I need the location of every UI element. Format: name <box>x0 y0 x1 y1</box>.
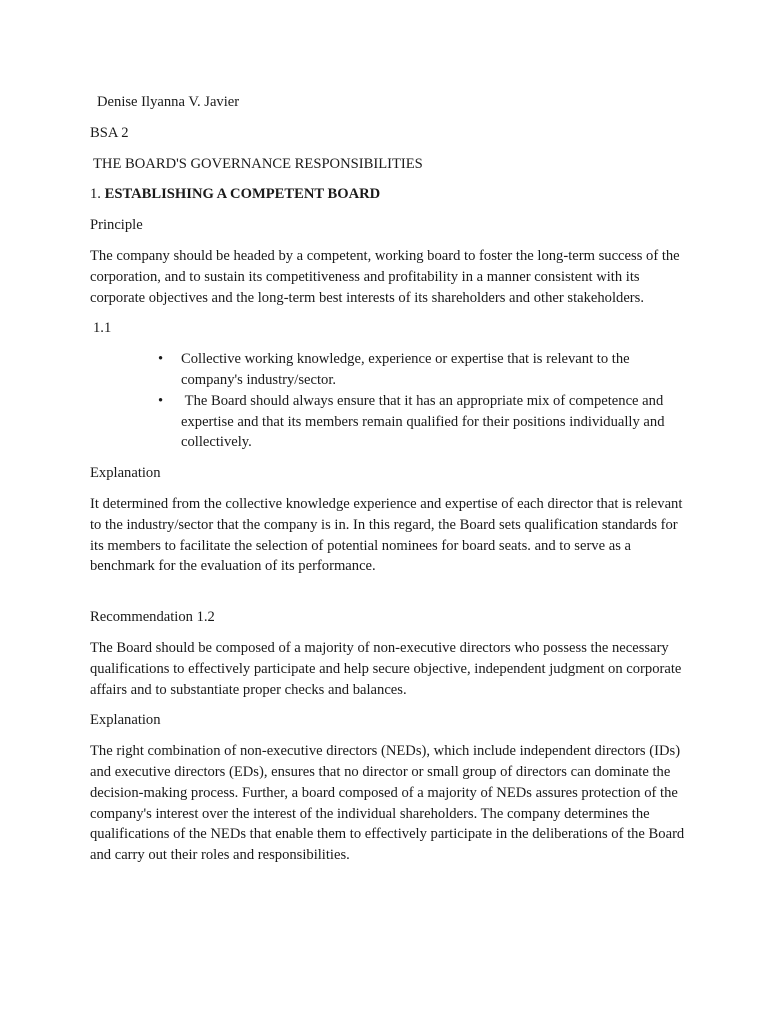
list-item <box>90 349 690 391</box>
explanation-1-text: It determined from the collective knowledge experience and expertise of each director that is relevant to the industry/sector that the company is in. In this regard, the Board sets qualification standards for its members to facilitate the selection of potential nominees for board seats. and to serve as a benchmark for the evaluation of its performance. <box>90 495 683 575</box>
recommendation-1-2-label: Recommendation 1.2 <box>90 609 215 626</box>
explanation-2-text: The right combination of non-executive directors (NEDs), which include independent directors (IDs) and executive directors (EDs), ensures that no director or small group of directors can dominate the decision-making process. Further, a board composed of a majority of NEDs assures protection of the company's interest over the interest of the individual shareholders. The company determines the qualifications of the NEDs that enable them to effectively participate in the deliberations of the Board and carry out their roles and responsibilities. <box>90 743 685 864</box>
recommendation-1-1-label: 1.1 <box>93 320 112 337</box>
section-number: 1. <box>90 186 101 203</box>
section-heading-text: ESTABLISHING A COMPETENT BOARD <box>104 186 381 203</box>
explanation-1-label: Explanation <box>90 465 161 482</box>
bullet-text: The Board should always ensure that it has an appropriate mix of competence and expertise and that its members remain qualified for their positions individually and collectively. <box>181 392 669 451</box>
spacer <box>90 587 690 607</box>
principle-label: Principle <box>90 217 143 234</box>
explanation-2-label: Explanation <box>90 712 161 729</box>
author-name: Denise Ilyanna V. Javier <box>97 94 240 110</box>
recommendation-1-1-bullets <box>90 349 690 453</box>
list-item <box>90 391 690 453</box>
bullet-icon: • <box>158 392 164 409</box>
course-label: BSA 2 <box>90 124 129 141</box>
bullet-icon: • <box>158 351 164 368</box>
principle-text: The company should be headed by a competent, working board to foster the long-term success of the corporation, and to sustain its competitiveness and profitability in a manner consistent with its corporate objectives and the long-term best interests of its shareholders and other stakeholders. <box>90 247 680 306</box>
section-heading <box>90 184 690 205</box>
document-title: THE BOARD'S GOVERNANCE RESPONSIBILITIES <box>93 155 423 172</box>
recommendation-1-2-text: The Board should be composed of a majority of non-executive directors who possess the necessary qualifications to effectively participate and help secure objective, independent judgment on corporate affairs and to substantiate proper checks and balances. <box>90 639 682 698</box>
document-page <box>90 92 690 876</box>
bullet-text: Collective working knowledge, experience or expertise that is relevant to the company's industry/sector. <box>181 351 630 388</box>
